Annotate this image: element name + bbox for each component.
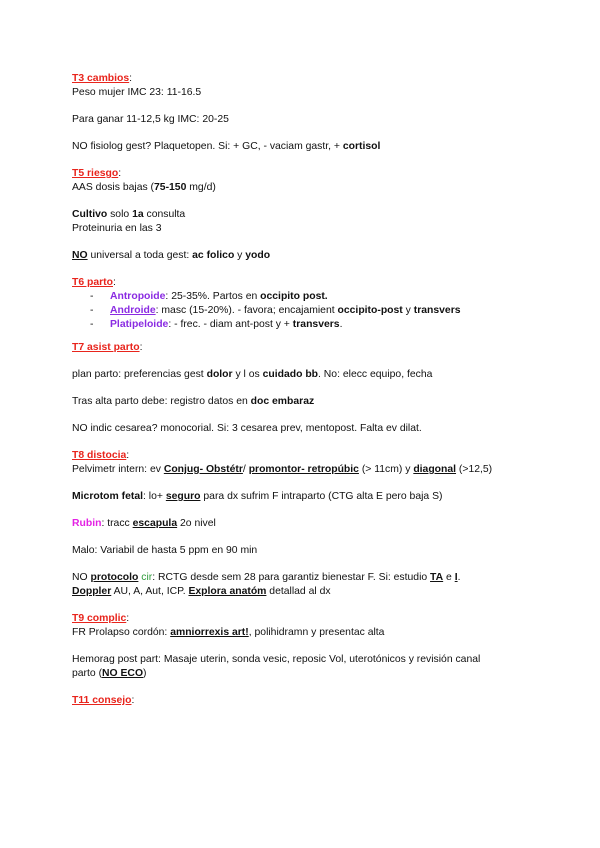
list-item: - Androide: masc (15-20%). - favora; encajamient occipito-post y transvers	[72, 304, 542, 318]
t8-line-malo: Malo: Variabil de hasta 5 ppm en 90 min	[72, 545, 258, 556]
t6-pelvis-list	[72, 290, 542, 332]
section-t5: T5 riesgo:	[72, 168, 122, 179]
heading-t11: T11 consejo	[72, 695, 132, 706]
t9-line-hemorag: Hemorag post part: Masaje uterin, sonda vesic, reposic Vol, uterotónicos y revisión canal	[72, 654, 481, 665]
t7-line-plan: plan parto: preferencias gest dolor y l os cuidado bb. No: elecc equipo, fecha	[72, 369, 433, 380]
t3-line-nofisiolog: NO fisiolog gest? Plaquetopen. Si: + GC, - vaciam gastr, + cortisol	[72, 141, 381, 152]
t7-line-tras: Tras alta parto debe: registro datos en doc embaraz	[72, 396, 315, 407]
t8-line-rubin: Rubin: tracc escapula 2o nivel	[72, 518, 216, 529]
section-t11: T11 consejo:	[72, 695, 135, 706]
section-t7: T7 asist parto:	[72, 342, 143, 353]
t5-line-no-universal: NO universal a toda gest: ac folico y yodo	[72, 250, 271, 261]
section-t8: T8 distocia:	[72, 450, 130, 461]
t9-line-hemorag-cont: parto (NO ECO)	[72, 668, 147, 679]
t8-line-noprotocolo: NO protocolo cir: RCTG desde sem 28 para garantiz bienestar F. Si: estudio TA e I.	[72, 572, 461, 583]
heading-t7: T7 asist parto	[72, 342, 140, 353]
t5-line-proteinuria: Proteinuria en las 3	[72, 223, 162, 234]
t8-line-pelvimetr: Pelvimetr intern: ev Conjug- Obstétr/ promontor- retropúbic (> 11cm) y diagonal (>12,5)	[72, 464, 493, 475]
t5-line-aas: AAS dosis bajas (75-150 mg/d)	[72, 182, 216, 193]
document-page	[72, 72, 542, 708]
section-t3: T3 cambios:	[72, 73, 133, 84]
t9-line-fr: FR Prolapso cordón: amniorrexis art!, polihidramn y presentac alta	[72, 627, 385, 638]
heading-t8: T8 distocia	[72, 450, 127, 461]
t3-line-peso: Peso mujer IMC 23: 11-16.5	[72, 87, 202, 98]
heading-t9: T9 complic	[72, 613, 127, 624]
heading-t3: T3 cambios	[72, 73, 130, 84]
t8-line-microtom: Microtom fetal: lo+ seguro para dx sufrim F intraparto (CTG alta E pero baja S)	[72, 491, 443, 502]
list-item: - Platipeloide: - frec. - diam ant-post y + transvers.	[72, 318, 542, 332]
section-t6: T6 parto:	[72, 277, 116, 288]
t8-line-doppler: Doppler AU, A, Aut, ICP. Explora anatóm detallad al dx	[72, 586, 331, 597]
heading-t5: T5 riesgo	[72, 168, 119, 179]
list-item: - Antropoide: 25-35%. Partos en occipito post.	[72, 290, 542, 304]
heading-t6: T6 parto	[72, 277, 113, 288]
t5-line-cultivo: Cultivo solo 1a consulta	[72, 209, 186, 220]
t3-line-ganar: Para ganar 11-12,5 kg IMC: 20-25	[72, 114, 229, 125]
section-t9: T9 complic:	[72, 613, 130, 624]
t7-line-noindic: NO indic cesarea? monocorial. Si: 3 cesarea prev, mentopost. Falta ev dilat.	[72, 423, 422, 434]
